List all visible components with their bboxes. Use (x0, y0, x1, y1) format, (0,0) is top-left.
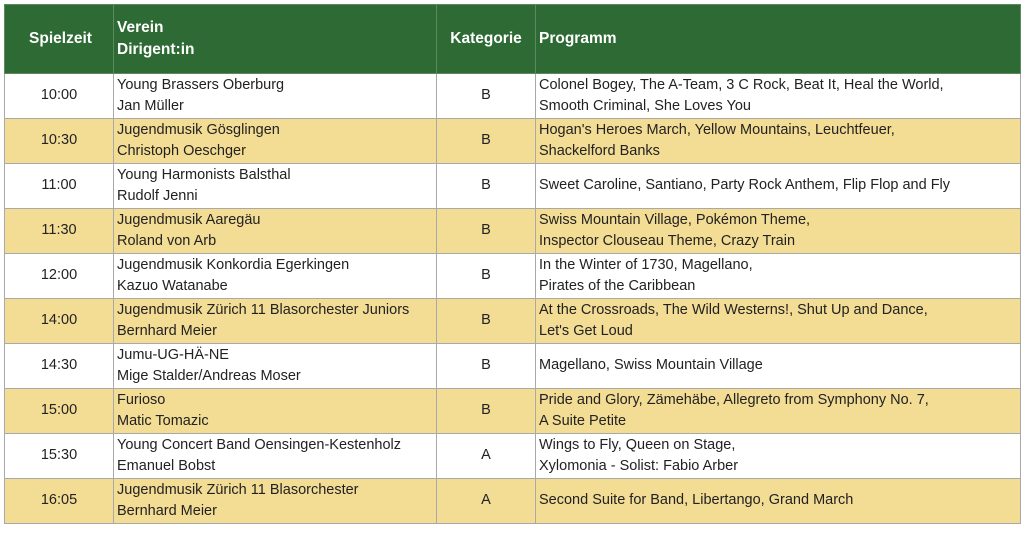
programm-line: Pride and Glory, Zämehäbe, Allegreto from Symphony No. 7, (539, 391, 929, 408)
cell-kategorie: B (437, 389, 536, 434)
cell-spielzeit: 12:00 (5, 254, 114, 299)
table-row (5, 434, 1021, 479)
programm-line: Colonel Bogey, The A-Team, 3 C Rock, Beat It, Heal the World, (539, 76, 944, 93)
cell-dirigent: Mige Stalder/Andreas Moser (117, 368, 301, 384)
cell-verein-dirigent (114, 119, 437, 164)
header-kategorie: Kategorie (437, 5, 536, 74)
table-body (5, 74, 1021, 524)
cell-verein: Furioso (117, 391, 166, 408)
programm-line: In the Winter of 1730, Magellano, (539, 256, 753, 273)
cell-kategorie: B (437, 74, 536, 119)
cell-verein-dirigent (114, 209, 437, 254)
table-row (5, 479, 1021, 524)
table-row (5, 209, 1021, 254)
programm-line: Swiss Mountain Village, Pokémon Theme, (539, 211, 811, 228)
cell-verein: Jugendmusik Konkordia Egerkingen (117, 256, 350, 273)
programm-line: Hogan's Heroes March, Yellow Mountains, Leuchtfeuer, (539, 121, 895, 138)
header-dirigent: Dirigent:in (117, 41, 195, 58)
cell-verein: Jugendmusik Zürich 11 Blasorchester (117, 481, 359, 498)
schedule-table (4, 4, 1021, 524)
cell-kategorie: B (437, 119, 536, 164)
programm-line: Second Suite for Band, Libertango, Grand March (539, 492, 854, 509)
cell-verein-dirigent (114, 344, 437, 389)
cell-verein: Young Brassers Oberburg (117, 76, 285, 93)
programm-line: Wings to Fly, Queen on Stage, (539, 436, 736, 453)
table-row (5, 254, 1021, 299)
cell-kategorie: B (437, 209, 536, 254)
table-row (5, 299, 1021, 344)
cell-dirigent: Emanuel Bobst (117, 458, 216, 474)
header-programm: Programm (536, 5, 1021, 74)
cell-verein-dirigent (114, 164, 437, 209)
table-row (5, 164, 1021, 209)
programm-line: Sweet Caroline, Santiano, Party Rock Anthem, Flip Flop and Fly (539, 177, 951, 194)
table-header-row (5, 5, 1021, 74)
cell-programm (536, 119, 1021, 164)
programm-line: Smooth Criminal, She Loves You (539, 98, 751, 114)
cell-programm (536, 434, 1021, 479)
cell-programm (536, 164, 1021, 209)
cell-kategorie: B (437, 254, 536, 299)
cell-verein-dirigent (114, 299, 437, 344)
cell-spielzeit: 14:30 (5, 344, 114, 389)
programm-line: Shackelford Banks (539, 143, 660, 159)
header-verein-dirigent (114, 5, 437, 74)
cell-programm (536, 479, 1021, 524)
cell-kategorie: B (437, 344, 536, 389)
cell-verein-dirigent (114, 479, 437, 524)
cell-kategorie: B (437, 164, 536, 209)
programm-line: Magellano, Swiss Mountain Village (539, 357, 763, 374)
cell-dirigent: Roland von Arb (117, 233, 217, 249)
cell-programm (536, 299, 1021, 344)
cell-kategorie: A (437, 434, 536, 479)
table-row (5, 344, 1021, 389)
cell-spielzeit: 14:00 (5, 299, 114, 344)
table-row (5, 119, 1021, 164)
cell-dirigent: Kazuo Watanabe (117, 278, 228, 294)
programm-line: Pirates of the Caribbean (539, 278, 696, 294)
cell-spielzeit: 11:00 (5, 164, 114, 209)
schedule-table-wrapper (4, 4, 1020, 524)
cell-programm (536, 389, 1021, 434)
cell-verein-dirigent (114, 74, 437, 119)
programm-line: Xylomonia - Solist: Fabio Arber (539, 458, 739, 474)
cell-verein-dirigent (114, 434, 437, 479)
cell-verein: Jugendmusik Aaregäu (117, 211, 261, 228)
cell-kategorie: A (437, 479, 536, 524)
cell-spielzeit: 11:30 (5, 209, 114, 254)
header-spielzeit: Spielzeit (5, 5, 114, 74)
cell-dirigent: Bernhard Meier (117, 503, 217, 519)
cell-verein: Young Concert Band Oensingen-Kestenholz (117, 436, 402, 453)
cell-dirigent: Matic Tomazic (117, 413, 209, 429)
table-row (5, 74, 1021, 119)
programm-line: At the Crossroads, The Wild Westerns!, Shut Up and Dance, (539, 301, 928, 318)
cell-dirigent: Rudolf Jenni (117, 188, 198, 204)
cell-spielzeit: 10:30 (5, 119, 114, 164)
programm-line: Inspector Clouseau Theme, Crazy Train (539, 233, 796, 249)
cell-spielzeit: 16:05 (5, 479, 114, 524)
table-row (5, 389, 1021, 434)
cell-verein: Jugendmusik Gösglingen (117, 121, 280, 138)
cell-spielzeit: 15:00 (5, 389, 114, 434)
cell-dirigent: Bernhard Meier (117, 323, 217, 339)
cell-programm (536, 74, 1021, 119)
cell-verein: Jumu-UG-HÄ-NE (117, 346, 229, 363)
cell-spielzeit: 10:00 (5, 74, 114, 119)
cell-programm (536, 344, 1021, 389)
cell-dirigent: Jan Müller (117, 98, 184, 114)
cell-kategorie: B (437, 299, 536, 344)
programm-line: Let's Get Loud (539, 323, 633, 339)
cell-verein: Jugendmusik Zürich 11 Blasorchester Juniors (117, 301, 410, 318)
cell-programm (536, 254, 1021, 299)
cell-verein-dirigent (114, 389, 437, 434)
programm-line: A Suite Petite (539, 413, 627, 429)
header-verein: Verein (117, 19, 164, 36)
cell-verein: Young Harmonists Balsthal (117, 166, 291, 183)
cell-verein-dirigent (114, 254, 437, 299)
cell-dirigent: Christoph Oeschger (117, 143, 246, 159)
cell-spielzeit: 15:30 (5, 434, 114, 479)
cell-programm (536, 209, 1021, 254)
